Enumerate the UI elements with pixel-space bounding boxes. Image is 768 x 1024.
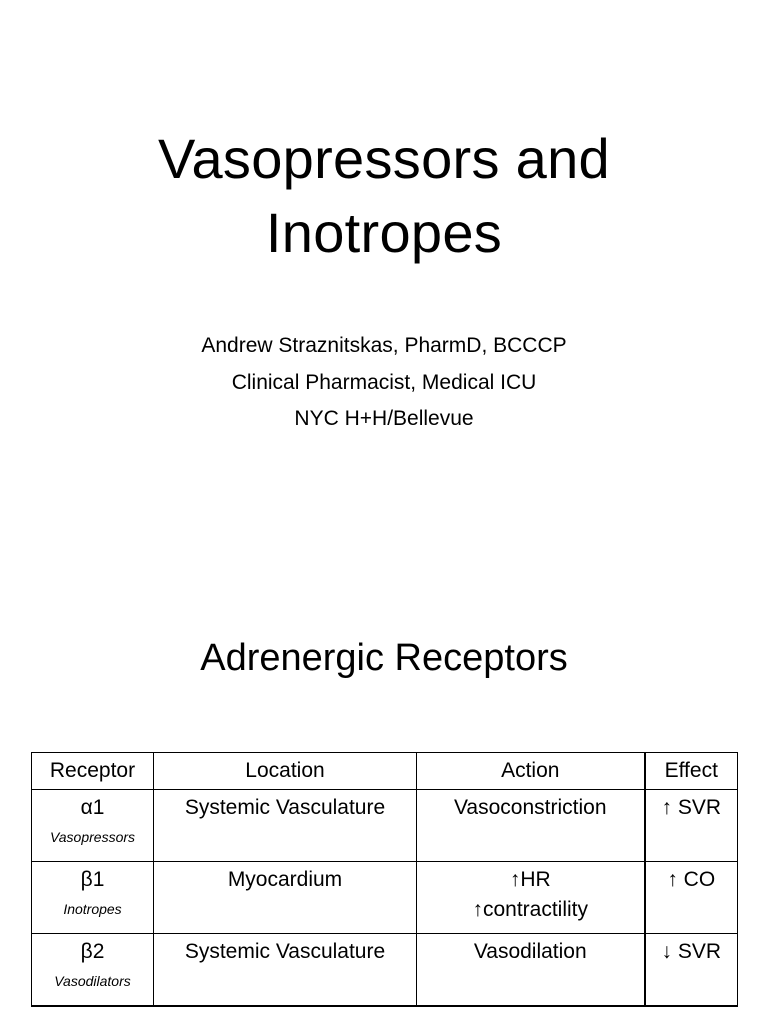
action-line-2: ↑contractility	[472, 898, 589, 921]
location-cell: Systemic Vasculature	[154, 934, 417, 1007]
presenter-name: Andrew Straznitskas, PharmD, BCCCP	[201, 334, 567, 357]
receptor-cell	[32, 862, 154, 934]
action-cell	[417, 790, 645, 862]
receptor-symbol: β1	[80, 868, 105, 891]
effect-cell: ↓ SVR	[645, 934, 738, 1007]
slide-heading: Adrenergic Receptors	[200, 637, 568, 679]
location-cell: Myocardium	[154, 862, 417, 934]
header-effect: Effect	[645, 753, 738, 790]
receptor-cell	[32, 934, 154, 1007]
header-location: Location	[154, 753, 417, 790]
receptor-cell	[32, 790, 154, 862]
header-receptor: Receptor	[32, 753, 154, 790]
drug-class: Vasodilators	[54, 973, 131, 989]
drug-class: Vasopressors	[49, 829, 136, 845]
action-cell	[417, 934, 645, 1007]
header-action: Action	[417, 753, 645, 790]
location-cell: Systemic Vasculature	[154, 790, 417, 862]
presenter-info	[0, 328, 768, 438]
table-row	[32, 790, 738, 862]
action-line-1: Vasodilation	[473, 940, 587, 963]
drug-class: Inotropes	[63, 901, 122, 917]
action-line-1: ↑HR	[509, 868, 551, 891]
effect-cell: ↑ SVR	[645, 790, 738, 862]
effect-cell: ↑ CO	[645, 862, 738, 934]
title-line-1: Vasopressors and	[157, 127, 610, 190]
presenter-institution: NYC H+H/Bellevue	[294, 407, 474, 430]
receptor-symbol: β2	[80, 940, 105, 963]
presentation-title	[0, 122, 768, 270]
table-row	[32, 862, 738, 934]
table-header-row	[32, 753, 738, 790]
action-line-1: Vasoconstriction	[453, 796, 607, 819]
receptor-table	[31, 752, 738, 1007]
table-row	[32, 934, 738, 1007]
title-line-2: Inotropes	[265, 201, 503, 264]
presenter-position: Clinical Pharmacist, Medical ICU	[231, 370, 537, 394]
adrenergic-receptors-slide	[0, 576, 768, 1024]
action-cell	[417, 862, 645, 934]
receptor-symbol: α1	[80, 796, 105, 819]
